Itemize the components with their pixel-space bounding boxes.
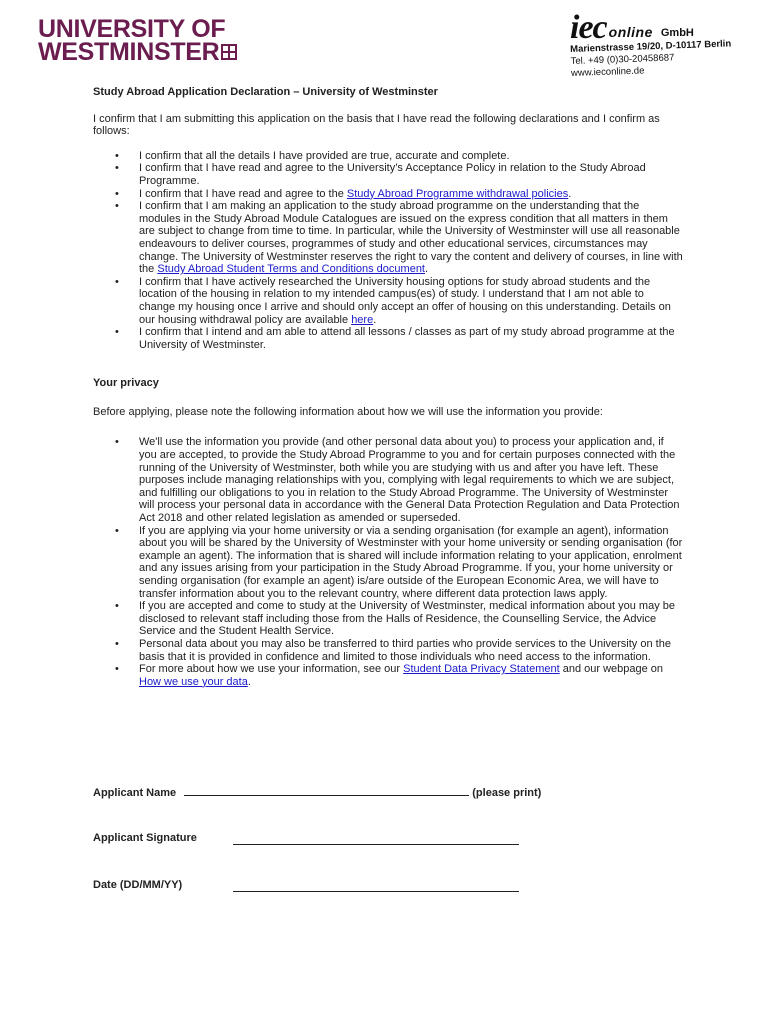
declaration-item: • I confirm that I am making an application to the study abroad programme on the understanding that the modules in the Study Abroad Module Catalogues are issued on the express condition that all matters in them are subject to change from time to time. In particular, while the University of Westminster will use all reasonable endeavours to deliver courses, programmes of study and other educational services, circumstances may change. The University of Westminster reserves the right to vary the content and delivery of courses, in line with the Study Abroad Student Terms and Conditions document.: [93, 200, 683, 276]
how-we-use-data-link[interactable]: How we use your data: [139, 675, 248, 688]
iec-online-word: online: [608, 24, 653, 40]
declaration-item: • I confirm that I have read and agree to the Study Abroad Programme withdrawal policies.: [93, 188, 683, 201]
please-print-hint: (please print): [472, 787, 542, 799]
privacy-item: • For more about how we use your information, see our Student Data Privacy Statement and our webpage on How we use your data.: [93, 663, 683, 688]
iec-telephone: Tel. +49 (0)30-20458687: [570, 52, 675, 67]
document-title: Study Abroad Application Declaration – University of Westminster: [93, 86, 438, 98]
privacy-statement-link[interactable]: Student Data Privacy Statement: [403, 663, 560, 676]
applicant-name-field[interactable]: [184, 785, 469, 796]
privacy-item: • If you are applying via your home university or via a sending organisation (for example an agent), information about you will be shared by the University of Westminster with your home university or sending organisation (for example an agent). The information that is shared will include information relating to your application, enrolment and any issues arising from your participation in the Study Abroad Programme. If you, your home university or sending organisation (for example an agent) is/are outside of the European Economic Area, we will have to transfer information about you to the relevant country, where different data protection laws apply.: [93, 525, 683, 601]
applicant-signature-field[interactable]: [233, 834, 519, 845]
declaration-item: • I confirm that I have actively researched the University housing options for study abroad students and the location of the housing in relation to my intended campus(es) of study. I understand that I am not able to change my housing once I arrive and should only accept an offer of housing on this understanding. Details on our housing withdrawal policy are available here.: [93, 276, 683, 326]
applicant-name-label: Applicant Name: [93, 787, 177, 799]
withdrawal-policies-link[interactable]: Study Abroad Programme withdrawal policies: [346, 187, 569, 200]
privacy-item: • We'll use the information you provide (and other personal data about you) to process your application and, if you are accepted, to provide the Study Abroad Programme to you and for certain purposes connected with the running of the University of Westminster, both while you are studying with us and after you have left. These purposes include managing relationships with you, complying with legal requirements to which we are subject, and fulfilling our obligations to you in relation to the Study Abroad Programme. The University of Westminster will process your personal data in accordance with the General Data Protection Regulation and Data Protection Act 2018 and other related legislation as amended or superseded.: [93, 436, 683, 524]
applicant-signature-label: Applicant Signature: [93, 832, 197, 844]
applicant-signature-row: [93, 832, 197, 844]
logo-line-2: WESTMINSTER: [38, 38, 220, 66]
privacy-intro: Before applying, please note the following information about how we will use the information you provide:: [93, 405, 603, 418]
document-body: [93, 86, 683, 688]
date-row: [93, 879, 182, 891]
terms-and-conditions-link[interactable]: Study Abroad Student Terms and Conditions document: [157, 263, 425, 276]
date-field[interactable]: [233, 881, 519, 892]
privacy-item: • Personal data about you may also be transferred to third parties who provide services to the University on the basis that it is provided in confidence and limited to those individuals who need access to the information.: [93, 638, 683, 663]
iec-website: www.iecon​line.de: [570, 65, 645, 79]
privacy-heading: Your privacy: [93, 377, 159, 390]
declaration-item: • I confirm that I intend and am able to attend all lessons / classes as part of my study abroad programme at the University of Westminster.: [93, 326, 683, 351]
declaration-item: • I confirm that all the details I have provided are true, accurate and complete.: [93, 150, 683, 163]
applicant-name-row: [93, 785, 541, 799]
iec-letters: iec: [570, 9, 607, 46]
iec-gmbh: GmbH: [660, 27, 694, 39]
university-of-westminster-logo: [38, 15, 237, 66]
date-label: Date (DD/MM/YY): [93, 879, 183, 891]
declaration-item: • I confirm that I have read and agree to the University’s Acceptance Policy in relation to the Study Abroad Programme.: [93, 162, 683, 187]
iec-online-logo: [570, 9, 732, 80]
housing-policy-link[interactable]: here: [351, 313, 374, 326]
privacy-item: • If you are accepted and come to study at the University of Westminster, medical information about you may be disclosed to relevant staff including those from the Halls of Residence, the Counselling Service, the Advice Service and the Student Health Service.: [93, 600, 683, 638]
crest-icon: [221, 41, 237, 64]
declaration-list: [93, 150, 683, 352]
logo-line-1: UNIVERSITY OF: [38, 15, 226, 43]
declaration-intro: I confirm that I am submitting this application on the basis that I have read the following declarations and I confirm as follows:: [93, 112, 660, 138]
iec-address: Marienstrasse 19/20, D-10117 Berlin: [570, 38, 732, 55]
privacy-list: [93, 436, 683, 688]
